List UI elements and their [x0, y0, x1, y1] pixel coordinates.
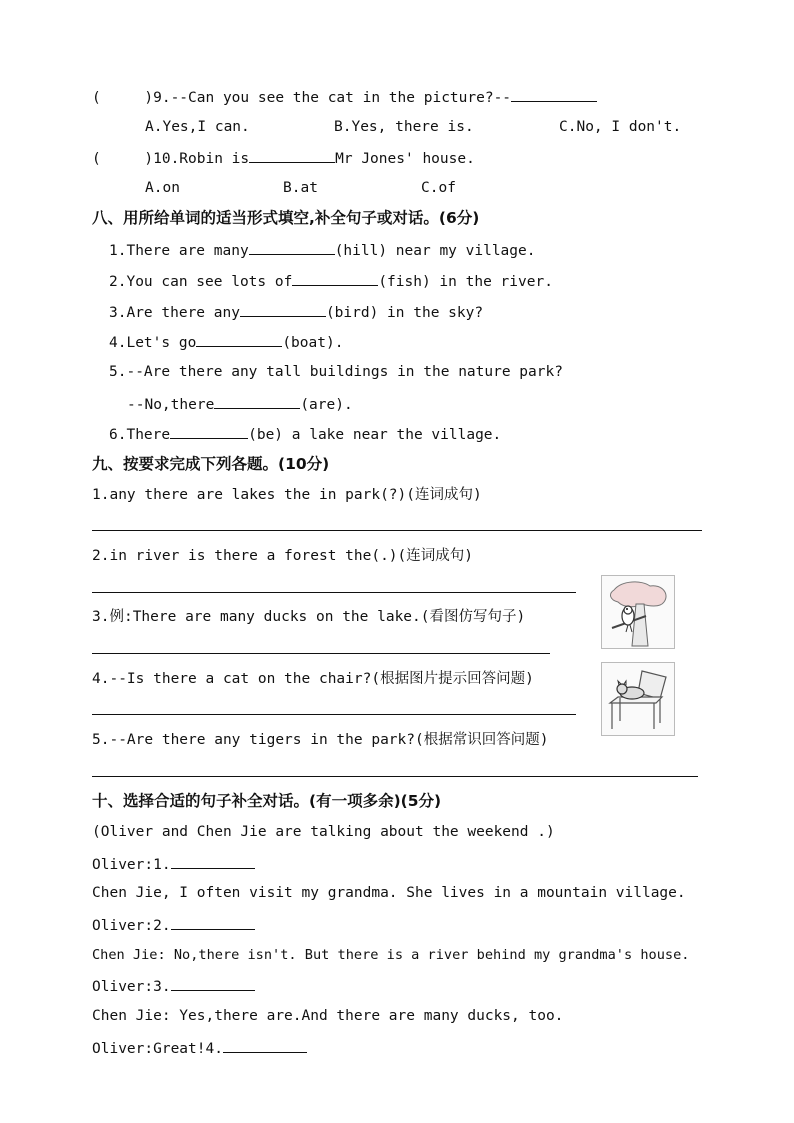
- bird-on-tree-icon: [601, 575, 675, 649]
- answer-blank: [249, 147, 335, 163]
- sec8-item-2: 2.You can see lots of (fish) in the river.: [109, 270, 553, 292]
- answer-paren: ( ): [92, 90, 154, 106]
- answer-line: [92, 776, 698, 777]
- option-c: C.No, I don't.: [559, 119, 682, 135]
- dialogue-line-7: Oliver:Great!4.: [92, 1037, 307, 1059]
- question-9: ( )9.--Can you see the cat in the picture?--: [92, 86, 597, 108]
- dialogue-line-6: Chen Jie: Yes,there are.And there are many ducks, too.: [92, 1008, 564, 1024]
- sec8-item-3: 3.Are there any (bird) in the sky?: [109, 301, 483, 323]
- answer-line: [92, 592, 576, 593]
- answer-line: [92, 530, 702, 531]
- answer-blank: [511, 86, 597, 102]
- dialogue-line-1: Oliver:1.: [92, 853, 255, 875]
- sec8-item-5: 5.--Are there any tall buildings in the nature park?: [109, 364, 563, 380]
- section-10-title: 十、选择合适的句子补全对话。(有一项多余)(5分): [92, 792, 442, 810]
- sec9-item-1: 1.any there are lakes the in park(?)(连词成句): [92, 487, 482, 503]
- option-b: B.at: [283, 180, 318, 196]
- sec9-item-3: 3.例:There are many ducks on the lake.(看图仿写句子): [92, 609, 526, 625]
- sec8-item-5-answer: --No,there (are).: [127, 393, 353, 415]
- dialogue-line-4: Chen Jie: No,there isn't. But there is a river behind my grandma's house.: [92, 947, 690, 963]
- answer-line: [92, 653, 550, 654]
- sec9-item-4: 4.--Is there a cat on the chair?(根据图片提示回答问题): [92, 671, 534, 687]
- option-b: B.Yes, there is.: [334, 119, 474, 135]
- section-8-title: 八、用所给单词的适当形式填空,补全句子或对话。(6分): [92, 209, 480, 227]
- sec8-item-6: 6.There (be) a lake near the village.: [109, 423, 501, 445]
- sec8-item-1: 1.There are many (hill) near my village.: [109, 239, 535, 261]
- option-a: A.on: [145, 180, 180, 196]
- sec9-item-5: 5.--Are there any tigers in the park?(根据常识回答问题): [92, 732, 549, 748]
- cat-on-chair-icon: [601, 662, 675, 736]
- answer-paren: ( ): [92, 151, 154, 167]
- option-c: C.of: [421, 180, 456, 196]
- question-10: ( )10.Robin is Mr Jones' house.: [92, 147, 475, 169]
- dialogue-line-5: Oliver:3.: [92, 975, 255, 997]
- dialogue-line-2: Chen Jie, I often visit my grandma. She lives in a mountain village.: [92, 885, 686, 901]
- dialogue-line-3: Oliver:2.: [92, 914, 255, 936]
- sec9-item-2: 2.in river is there a forest the(.)(连词成句): [92, 548, 473, 564]
- dialogue-intro: (Oliver and Chen Jie are talking about the weekend .): [92, 824, 555, 840]
- option-a: A.Yes,I can.: [145, 119, 250, 135]
- sec8-item-4: 4.Let's go (boat).: [109, 331, 343, 353]
- answer-line: [92, 714, 576, 715]
- section-9-title: 九、按要求完成下列各题。(10分): [92, 455, 330, 473]
